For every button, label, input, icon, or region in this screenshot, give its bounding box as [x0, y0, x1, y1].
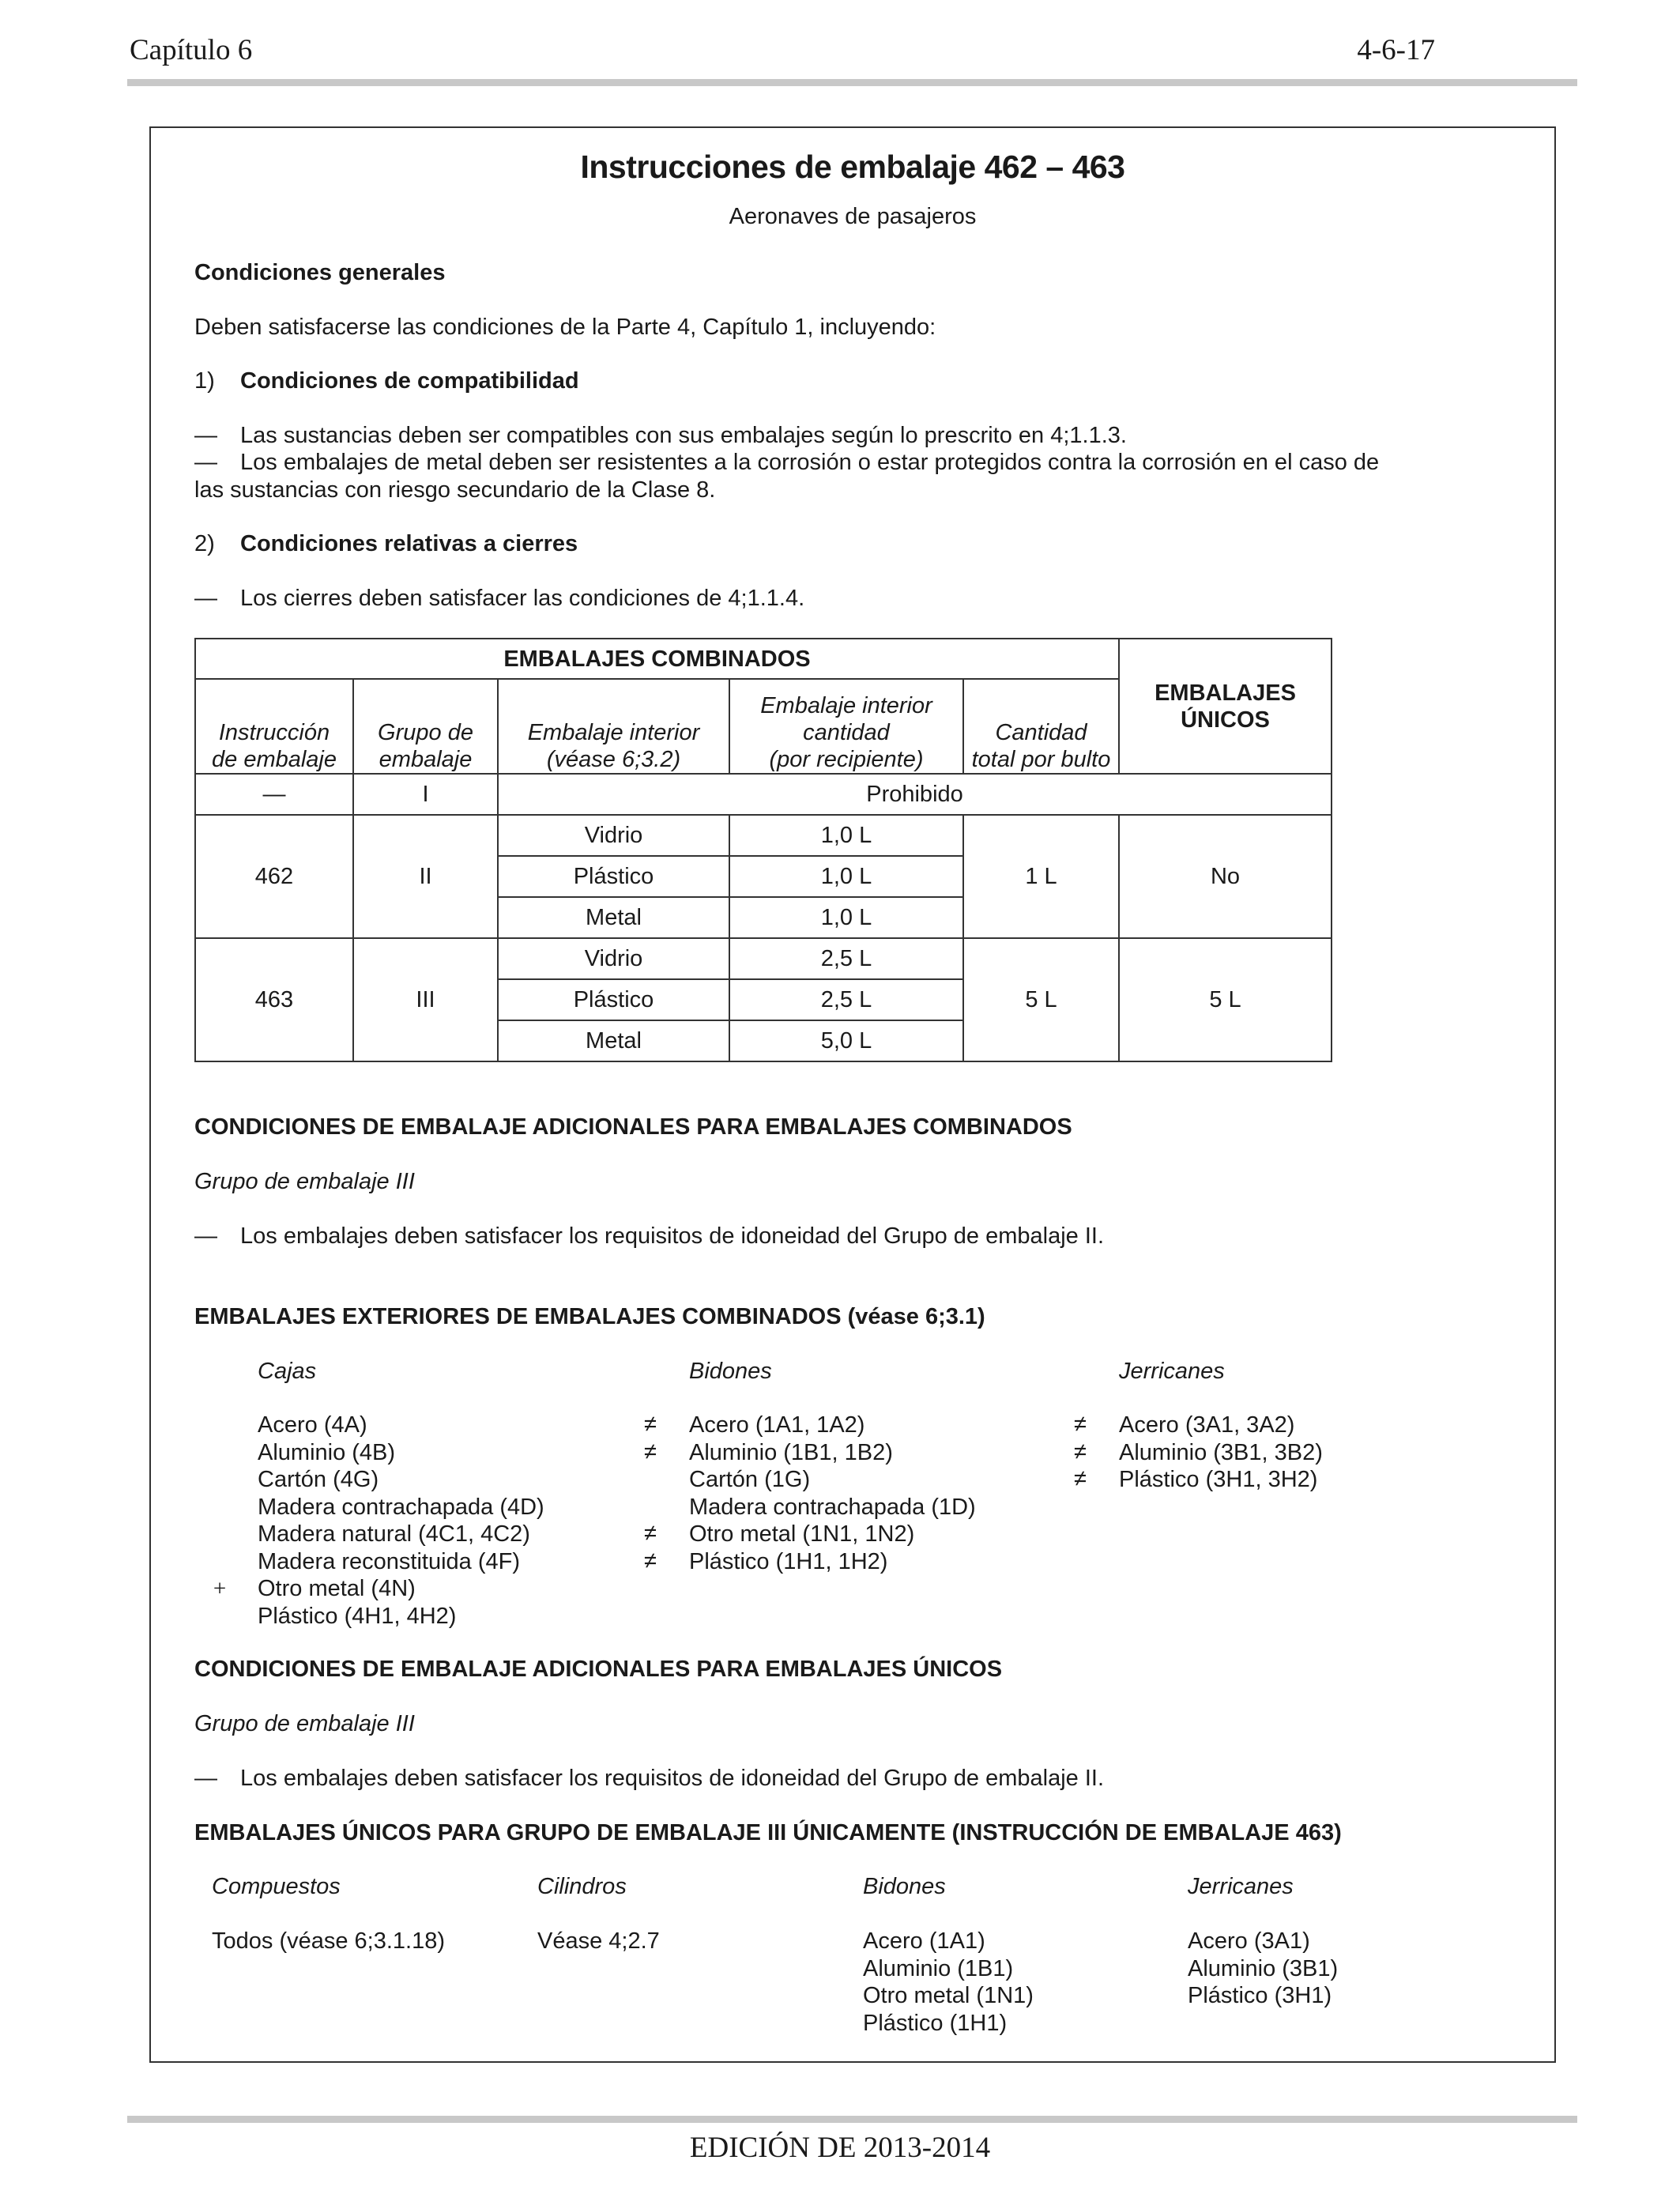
item2-number: 2) [194, 531, 215, 556]
list-item: Plástico (1H1) [863, 2010, 1008, 2036]
inner-463-2: Metal [498, 1020, 729, 1061]
total-462: 1 L [963, 815, 1119, 938]
neq-mark: ≠ [644, 1548, 657, 1574]
dash: — [194, 1766, 217, 1791]
list-item: Aluminio (3B1) [1188, 1955, 1339, 1981]
col2-line2: embalaje [379, 747, 473, 772]
list-item: Plástico (3H1, 3H2) [1119, 1467, 1318, 1492]
pg1-group: I [353, 774, 498, 815]
single-extra-heading: CONDICIONES DE EMBALAJE ADICIONALES PARA EMBALAJES ÚNICOS [194, 1657, 1003, 1682]
list-item: Cartón (4G) [258, 1467, 379, 1492]
col1-line1: Instrucción [218, 720, 330, 745]
list-item: Madera reconstituida (4F) [258, 1548, 521, 1574]
outer-heading: EMBALAJES EXTERIORES DE EMBALAJES COMBINADOS (véase 6;3.1) [194, 1304, 985, 1329]
dash: — [194, 1223, 217, 1249]
group-462: II [353, 815, 498, 938]
combined-header: EMBALAJES COMBINADOS [195, 639, 1119, 679]
dash: — [194, 450, 217, 475]
single-extra-group: Grupo de embalaje III [194, 1711, 415, 1736]
page-number: 4-6-17 [1357, 34, 1435, 66]
list-item: Aluminio (4B) [258, 1439, 396, 1465]
list-item: Todos (véase 6;3.1.18) [212, 1928, 446, 1954]
col-header-instruction [195, 679, 353, 774]
single-463: 5 L [1119, 938, 1332, 1061]
list-item: Aluminio (1B1, 1B2) [689, 1439, 893, 1465]
jerricanes-list [1119, 1412, 1323, 1494]
combined-extra-heading: CONDICIONES DE EMBALAJE ADICIONALES PARA EMBALAJES COMBINADOS [194, 1114, 1072, 1140]
footer-rule [127, 2116, 1577, 2123]
jerricanes-single-list [1188, 1928, 1338, 2010]
plus-mark: + [213, 1576, 227, 1601]
dash: — [194, 586, 217, 611]
list-item: Madera contrachapada (1D) [689, 1494, 976, 1520]
neq-mark: ≠ [644, 1521, 657, 1546]
compuestos-title: Compuestos [212, 1874, 341, 1899]
instruction-463: 463 [195, 938, 353, 1061]
qty-463-0: 2,5 L [729, 938, 963, 979]
inner-462-0: Vidrio [498, 815, 729, 856]
qty-463-2: 5,0 L [729, 1020, 963, 1061]
qty-462-1: 1,0 L [729, 856, 963, 897]
col-header-inner-qty [729, 679, 963, 774]
single-header-line1: EMBALAJES [1155, 680, 1296, 706]
item2-line1-text: Los cierres deben satisfacer las condiciones de 4;1.1.4. [240, 586, 805, 611]
bidones-single-title: Bidones [863, 1874, 946, 1899]
qty-463-1: 2,5 L [729, 979, 963, 1020]
col3-line1: Embalaje interior [527, 720, 700, 745]
list-item: Acero (3A1, 3A2) [1119, 1412, 1295, 1438]
list-item: Acero (1A1, 1A2) [689, 1412, 865, 1438]
cilindros-title: Cilindros [537, 1874, 627, 1899]
neq-mark: ≠ [1074, 1439, 1087, 1465]
list-item: Madera natural (4C1, 4C2) [258, 1521, 530, 1547]
single-pg3-heading: EMBALAJES ÚNICOS PARA GRUPO DE EMBALAJE III ÚNICAMENTE (INSTRUCCIÓN DE EMBALAJE 463) [194, 1820, 1342, 1845]
inner-463-0: Vidrio [498, 938, 729, 979]
list-item: Cartón (1G) [689, 1467, 811, 1492]
jerricanes-single-title: Jerricanes [1188, 1874, 1294, 1899]
item1-line3: las sustancias con riesgo secundario de la Clase 8. [194, 477, 716, 503]
single-header [1119, 639, 1332, 774]
list-item: Otro metal (4N) [258, 1576, 416, 1601]
item1 [194, 368, 579, 394]
list-item: Otro metal (1N1) [863, 1983, 1034, 2008]
list-item: Plástico (1H1, 1H2) [689, 1548, 888, 1574]
cajas-title: Cajas [258, 1359, 317, 1384]
col4-line3: (por recipiente) [769, 747, 924, 772]
item2-line1 [194, 585, 804, 612]
packing-table [194, 638, 1332, 1062]
neq-mark: ≠ [1074, 1412, 1087, 1437]
page-title: Instrucciones de embalaje 462 – 463 [580, 149, 1125, 185]
col-header-group [353, 679, 498, 774]
single-extra-text [194, 1765, 1104, 1792]
group-463: III [353, 938, 498, 1061]
item1-line1 [194, 422, 1127, 449]
inner-463-1: Plástico [498, 979, 729, 1020]
item1-line2 [194, 449, 1379, 476]
cajas-list [258, 1412, 544, 1630]
general-heading: Condiciones generales [194, 260, 446, 285]
list-item: Madera contrachapada (4D) [258, 1494, 544, 1520]
bidones-single-list [863, 1928, 1034, 2037]
list-item: Véase 4;2.7 [537, 1928, 660, 1954]
single-header-line2: ÚNICOS [1181, 707, 1270, 733]
neq-mark: ≠ [644, 1439, 657, 1465]
col-header-total [963, 679, 1119, 774]
col-header-inner [498, 679, 729, 774]
neq-mark: ≠ [644, 1412, 657, 1437]
list-item: Acero (1A1) [863, 1928, 985, 1954]
list-item: Otro metal (1N1, 1N2) [689, 1521, 915, 1547]
pg1-prohibited: Prohibido [498, 774, 1332, 815]
list-item: Acero (4A) [258, 1412, 367, 1438]
neq-mark: ≠ [1074, 1466, 1087, 1491]
list-item: Aluminio (3B1, 3B2) [1119, 1439, 1323, 1465]
col4-line2: cantidad [803, 720, 890, 745]
col2-line1: Grupo de [378, 720, 473, 745]
jerricanes-title: Jerricanes [1119, 1359, 1225, 1384]
chapter-label: Capítulo 6 [130, 34, 253, 66]
inner-462-1: Plástico [498, 856, 729, 897]
pg1-instruction: — [195, 774, 353, 815]
col4-line1: Embalaje interior [760, 693, 932, 718]
list-item: Plástico (4H1, 4H2) [258, 1603, 457, 1629]
general-intro: Deben satisfacerse las condiciones de la Parte 4, Capítulo 1, incluyendo: [194, 315, 936, 340]
compuestos-list [212, 1928, 445, 1955]
bidones-list [689, 1412, 976, 1575]
inner-462-2: Metal [498, 897, 729, 938]
header-rule [127, 79, 1577, 86]
item2-title: Condiciones relativas a cierres [240, 531, 578, 556]
col5-line1: Cantidad [995, 720, 1087, 745]
item1-number: 1) [194, 368, 215, 394]
col3-line2: (véase 6;3.2) [546, 747, 681, 772]
item1-line2-text: Los embalajes de metal deben ser resistentes a la corrosión o estar protegidos contra la corrosión en el caso de [240, 450, 1380, 475]
combined-extra-group: Grupo de embalaje III [194, 1169, 415, 1194]
list-item: Aluminio (1B1) [863, 1955, 1014, 1981]
item1-title: Condiciones de compatibilidad [240, 368, 579, 394]
qty-462-0: 1,0 L [729, 815, 963, 856]
instruction-462: 462 [195, 815, 353, 938]
qty-462-2: 1,0 L [729, 897, 963, 938]
dash: — [194, 423, 217, 448]
total-463: 5 L [963, 938, 1119, 1061]
list-item: Acero (3A1) [1188, 1928, 1310, 1954]
col5-line2: total por bulto [971, 747, 1111, 772]
bidones-title: Bidones [689, 1359, 772, 1384]
single-extra-text-body: Los embalajes deben satisfacer los requisitos de idoneidad del Grupo de embalaje II. [240, 1766, 1105, 1791]
col1-line2: de embalaje [212, 747, 337, 772]
edition-footer: EDICIÓN DE 2013-2014 [689, 2132, 991, 2164]
item1-line1-text: Las sustancias deben ser compatibles con sus embalajes según lo prescrito en 4;1.1.3. [240, 423, 1127, 448]
list-item: Plástico (3H1) [1188, 1983, 1332, 2008]
single-462: No [1119, 815, 1332, 938]
combined-extra-text-body: Los embalajes deben satisfacer los requisitos de idoneidad del Grupo de embalaje II. [240, 1223, 1105, 1249]
item2 [194, 530, 578, 557]
cilindros-list [537, 1928, 660, 1955]
page-subtitle: Aeronaves de pasajeros [729, 204, 977, 229]
combined-extra-text [194, 1223, 1104, 1250]
